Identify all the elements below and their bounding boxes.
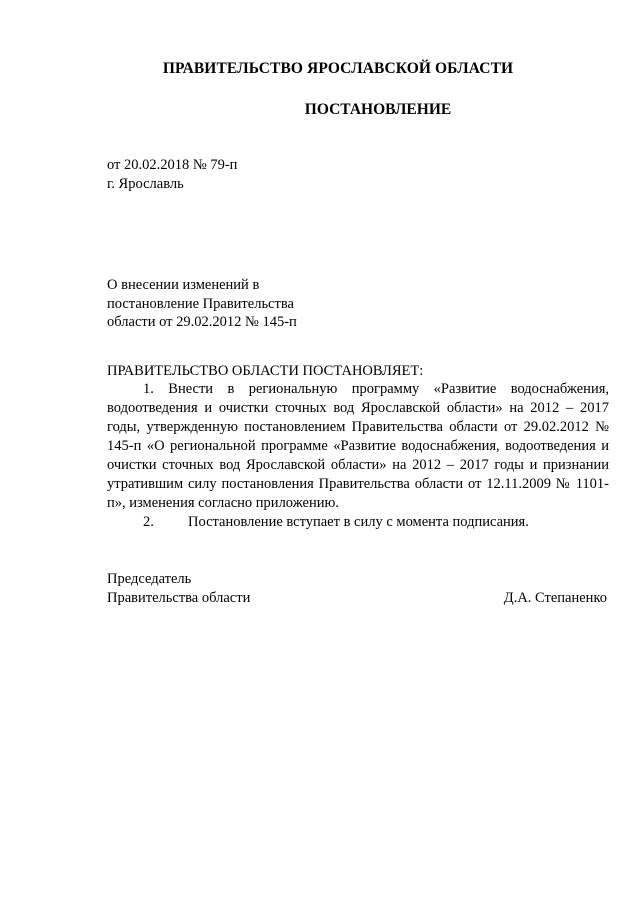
date-number: от 20.02.2018 № 79-п [107, 157, 238, 173]
subject-line: постановление Правительства [107, 295, 294, 312]
document-body [107, 380, 609, 532]
decree-statement: ПРАВИТЕЛЬСТВО ОБЛАСТИ ПОСТАНОВЛЯЕТ: [107, 363, 424, 379]
document-meta [107, 156, 237, 194]
item-2 [107, 513, 609, 532]
signatory-title-1: Председатель [107, 571, 192, 587]
city: г. Ярославль [107, 176, 184, 192]
item-1: 1. Внести в региональную программу «Развитие водоснабжения, водоотведения и очистки сточных вод Ярославской области» на 2012 – 2017 годы, утвержденную постановлением Правительства области от 29.02.2012 № 145-п «О региональной программе «Развитие водоснабжения, водоотведения и очистки сточных вод Ярославской области» на 2012 – 2017 годы и признании утратившим силу постановления Правительства области от 12.11.2009 № 1101-п», изменения согласно приложению. [107, 381, 609, 511]
signature-block [107, 570, 607, 608]
item-2-number: 2. [143, 514, 154, 530]
document-type: ПОСТАНОВЛЕНИЕ [304, 101, 452, 118]
signatory-name: Д.А. Степаненко [503, 590, 607, 606]
signatory-title-2: Правительства области [107, 590, 251, 606]
subject-line: О внесении изменений в [107, 277, 260, 293]
subject-line: области от 29.02.2012 № 145-п [107, 314, 297, 330]
item-2-text: Постановление вступает в силу с момента подписания. [188, 514, 529, 530]
document-subject [107, 276, 297, 332]
signature-row [107, 589, 607, 608]
government-title: ПРАВИТЕЛЬСТВО ЯРОСЛАВСКОЙ ОБЛАСТИ [162, 60, 514, 77]
